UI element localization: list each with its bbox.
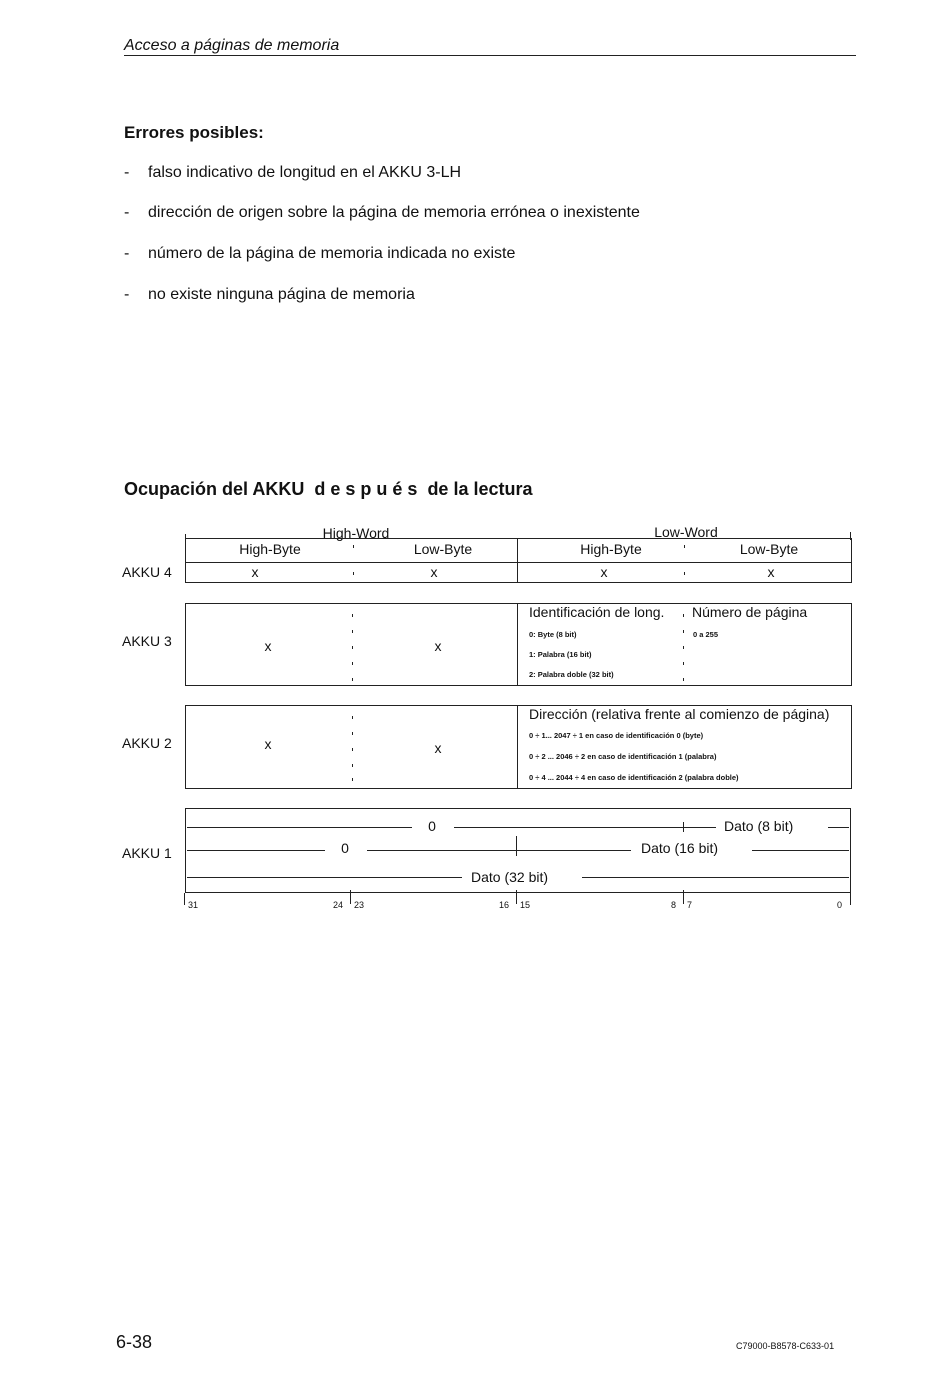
byte-split: [683, 822, 684, 832]
akku3-word-split: [517, 603, 518, 686]
akku4-divider: [185, 562, 852, 563]
akku3-id-title: Identificación de long.: [529, 604, 665, 620]
document-code: C79000-B8578-C633-01: [736, 1341, 835, 1351]
x-value: x: [434, 740, 442, 756]
akku3-page-title: Número de página: [692, 604, 808, 620]
x-value: x: [430, 564, 438, 580]
bit-label: 7: [687, 900, 693, 910]
running-header: Acceso a páginas de memoria: [124, 37, 340, 54]
akku2-line: 0 ÷ 4 ... 2044 ÷ 4 en caso de identificación 2 (palabra doble): [529, 773, 739, 782]
row-line: [187, 850, 325, 851]
row-line: [582, 877, 849, 878]
high-byte-label: High-Byte: [239, 541, 301, 557]
akku2-word-split: [517, 705, 518, 789]
akku2-label: AKKU 2: [122, 735, 172, 751]
akku1-label: AKKU 1: [122, 845, 172, 861]
row-line: [752, 850, 849, 851]
low-byte-label: Low-Byte: [739, 541, 799, 557]
row-line: [187, 827, 412, 828]
bit-tick: [516, 890, 517, 904]
bit-tick: [850, 893, 851, 905]
bit-label: 8: [671, 900, 677, 910]
bit-tick: [683, 890, 684, 904]
akku3-id-line: 1: Palabra (16 bit): [529, 650, 592, 659]
error-item: - falso indicativo de longitud en el AKKU 3-LH: [124, 164, 462, 181]
bit-label: 0: [837, 900, 843, 910]
x-value: x: [251, 564, 259, 580]
page-number: 6-38: [116, 1332, 153, 1352]
low-byte-label: Low-Byte: [413, 541, 473, 557]
akku3-page-range: 0 a 255: [693, 630, 719, 639]
dato8-label: Dato (8 bit): [724, 818, 794, 834]
bit-label: 16: [499, 900, 510, 910]
bit-label: 31: [188, 900, 199, 910]
dato32-label: Dato (32 bit): [471, 869, 549, 885]
errors-heading: Errores posibles:: [124, 123, 264, 142]
x-value: x: [767, 564, 775, 580]
x-value: x: [264, 736, 272, 752]
akku3-id-line: 2: Palabra doble (32 bit): [529, 670, 614, 679]
error-item: - dirección de origen sobre la página de memoria errónea o inexistente: [124, 204, 640, 221]
low-word-label: Low-Word: [654, 524, 718, 540]
akku2-title: Dirección (relativa frente al comienzo de página): [529, 706, 830, 722]
bit-label: 23: [354, 900, 365, 910]
akku1-zero: 0: [341, 840, 349, 856]
akku2-line: 0 ÷ 2 ... 2046 ÷ 2 en caso de identificación 1 (palabra): [529, 752, 717, 761]
akku1-zero: 0: [428, 818, 436, 834]
row-line: [828, 827, 849, 828]
dato16-label: Dato (16 bit): [641, 840, 719, 856]
x-value: x: [600, 564, 608, 580]
bit-label: 24: [333, 900, 344, 910]
bit-tick: [350, 890, 351, 904]
error-item: - no existe ninguna página de memoria: [124, 286, 415, 303]
x-value: x: [434, 638, 442, 654]
header-rule: [124, 55, 856, 56]
diagram-title: Ocupación del AKKU d e s p u é s de la lectura: [124, 479, 533, 499]
error-item: - número de la página de memoria indicada no existe: [124, 245, 516, 262]
bit-label: 15: [520, 900, 531, 910]
word-split: [516, 836, 517, 856]
row-line: [367, 850, 631, 851]
akku3-label: AKKU 3: [122, 633, 172, 649]
akku2-line: 0 ÷ 1... 2047 ÷ 1 en caso de identificación 0 (byte): [529, 731, 704, 740]
akku4-label: AKKU 4: [122, 564, 172, 580]
bit-tick: [184, 893, 185, 905]
row-line: [187, 877, 462, 878]
high-word-label: High-Word: [322, 525, 390, 541]
row-line: [454, 827, 716, 828]
x-value: x: [264, 638, 272, 654]
akku4-word-split: [517, 538, 518, 583]
akku3-id-line: 0: Byte (8 bit): [529, 630, 577, 639]
high-byte-label: High-Byte: [580, 541, 642, 557]
